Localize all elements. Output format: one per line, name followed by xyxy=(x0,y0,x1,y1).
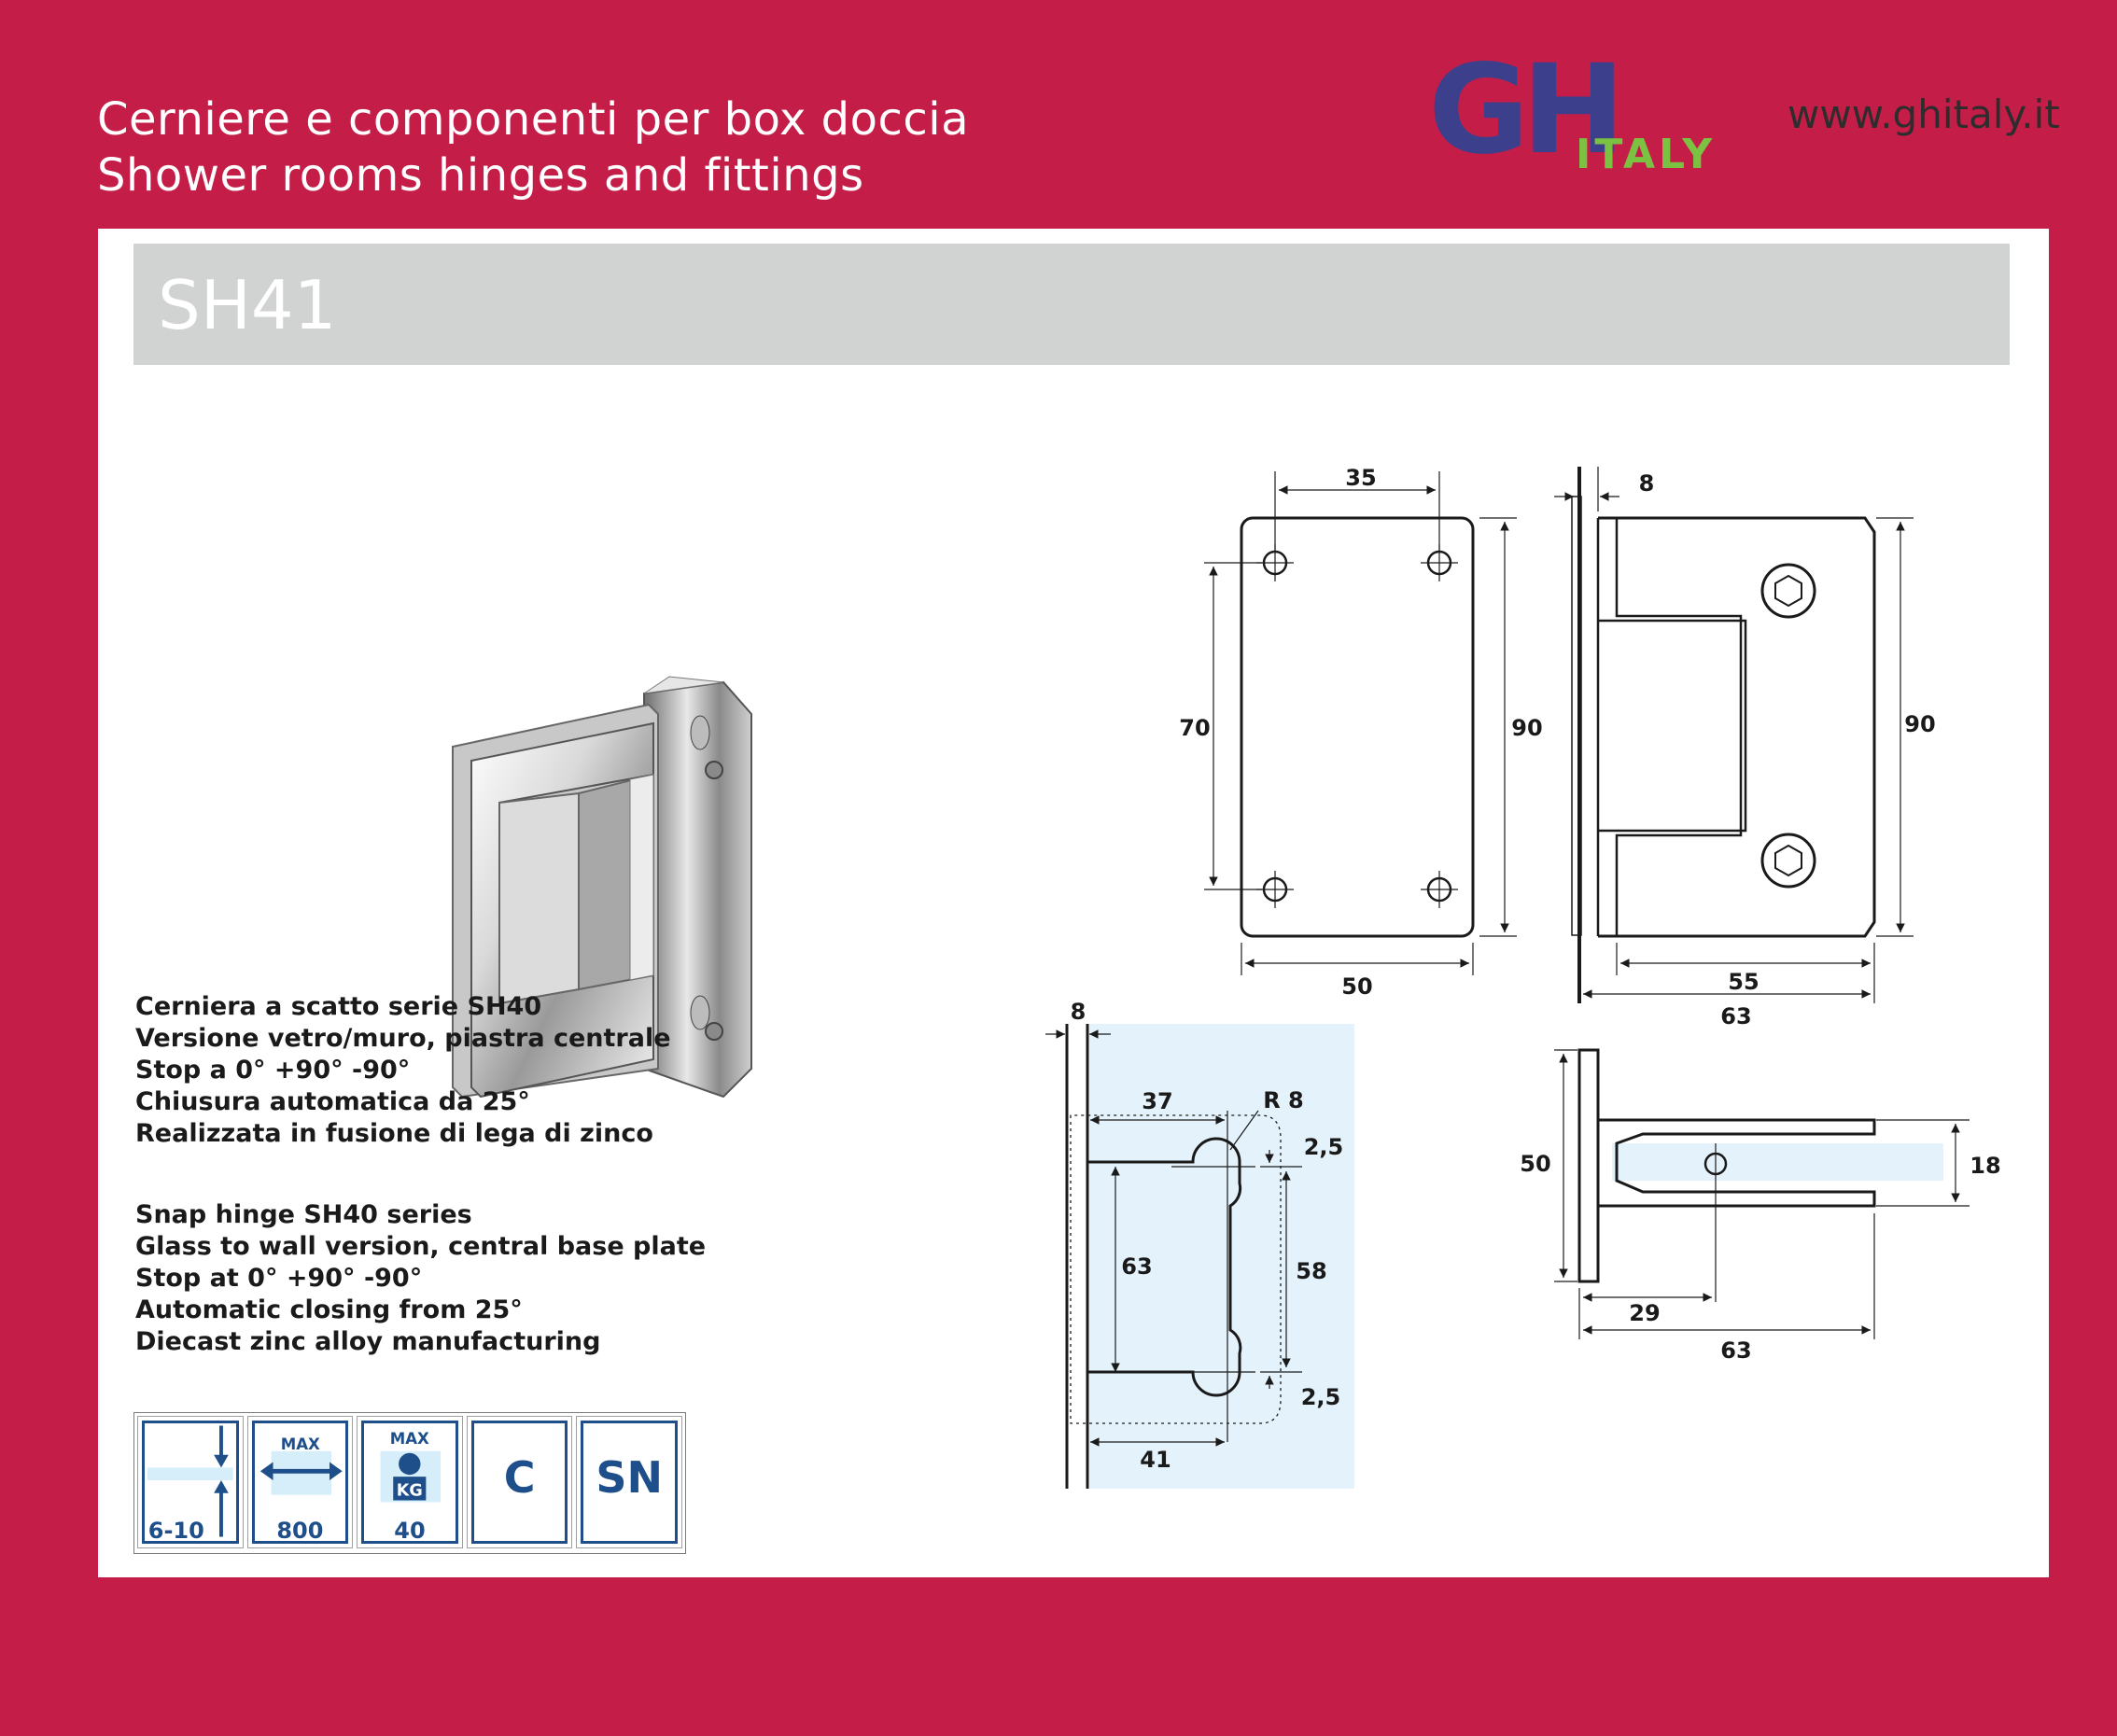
section-view-drawing xyxy=(1045,1024,1354,1489)
dim-side-top: 8 xyxy=(1638,470,1655,497)
desc-en-line: Stop at 0° +90° -90° xyxy=(135,1264,423,1293)
desc-en-line: Automatic closing from 25° xyxy=(135,1295,523,1324)
desc-it-line: Realizzata in fusione di lega di zinco xyxy=(135,1119,653,1148)
dim-front-left: 70 xyxy=(1179,715,1211,741)
dim-side-bottom: 63 xyxy=(1720,1003,1752,1029)
max-label: MAX xyxy=(280,1435,320,1453)
product-code: SH41 xyxy=(158,266,337,344)
dim-top-bottom: 63 xyxy=(1720,1337,1752,1364)
desc-it-line: Versione vetro/muro, piastra centrale xyxy=(135,1024,671,1053)
side-view-drawing xyxy=(1554,467,1914,1003)
header-title-english: Shower rooms hinges and fittings xyxy=(97,149,864,202)
dim-front-right: 90 xyxy=(1511,715,1543,741)
dim-section-gap-top: 2,5 xyxy=(1303,1134,1344,1160)
dim-section-right: 58 xyxy=(1296,1258,1327,1284)
dim-section-top: 37 xyxy=(1142,1088,1173,1114)
desc-en-line: Snap hinge SH40 series xyxy=(135,1200,472,1229)
dim-section-plate: 8 xyxy=(1070,999,1087,1025)
dim-top-right: 18 xyxy=(1970,1153,2001,1179)
glass-thickness-value: 6-10 xyxy=(147,1518,204,1544)
top-view-drawing xyxy=(1554,1050,1970,1339)
desc-it-line: Cerniera a scatto serie SH40 xyxy=(135,992,542,1021)
front-view-drawing xyxy=(1204,471,1517,975)
logo-main-text: GH xyxy=(1428,51,1618,173)
dim-top-inner: 29 xyxy=(1629,1300,1661,1326)
logo-sub-text: ITALY xyxy=(1576,131,1717,173)
dim-side-inner-bottom: 55 xyxy=(1728,969,1759,995)
max-weight-value: 40 xyxy=(394,1518,426,1544)
dim-section-left: 63 xyxy=(1121,1253,1153,1280)
dim-section-gap-bottom: 2,5 xyxy=(1300,1384,1341,1410)
desc-it-line: Stop a 0° +90° -90° xyxy=(135,1056,411,1085)
dim-section-radius: R 8 xyxy=(1263,1087,1304,1113)
dim-front-top: 35 xyxy=(1345,465,1377,491)
finish-satin-nickel-label: SN xyxy=(596,1452,663,1503)
dim-front-bottom: 50 xyxy=(1341,973,1373,1000)
dim-top-left: 50 xyxy=(1520,1151,1551,1177)
dim-side-right: 90 xyxy=(1904,711,1936,737)
kg-label: KG xyxy=(396,1481,423,1501)
dim-section-bottom: 41 xyxy=(1140,1447,1171,1473)
max-width-value: 800 xyxy=(276,1518,324,1544)
finish-chrome-label: C xyxy=(503,1452,536,1503)
website-url[interactable]: www.ghitaly.it xyxy=(1788,91,2060,137)
desc-en-line: Glass to wall version, central base plate xyxy=(135,1232,707,1261)
header-title-italian: Cerniere e componenti per box doccia xyxy=(97,93,970,146)
desc-en-line: Diecast zinc alloy manufacturing xyxy=(135,1327,601,1356)
max-label: MAX xyxy=(389,1430,430,1449)
desc-it-line: Chiusura automatica da 25° xyxy=(135,1087,530,1116)
